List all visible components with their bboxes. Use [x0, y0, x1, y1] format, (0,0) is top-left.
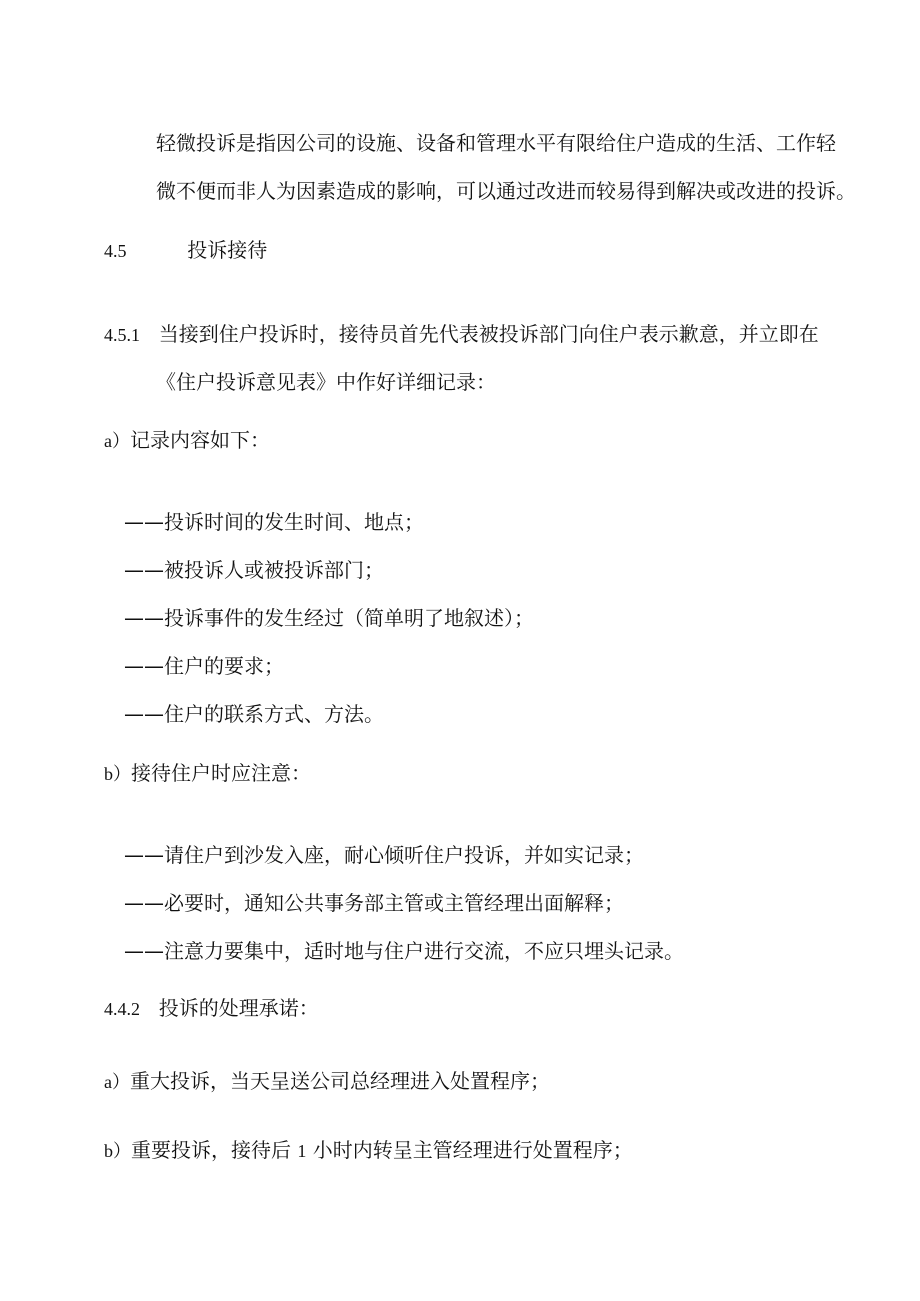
item-label: b）: [104, 1141, 131, 1161]
section-number: 4.5.1: [104, 325, 140, 345]
section-4-4-2-heading: [104, 995, 319, 1022]
section-4-5-1-line-1: [104, 321, 819, 348]
hour-number: 1: [297, 1141, 307, 1161]
list-b-item-2: ——必要时，通知公共事务部主管或主管经理出面解释；: [124, 891, 624, 915]
item-text-before: 重要投诉，接待后: [131, 1138, 291, 1162]
list-b-item-3: ——注意力要集中，适时地与住户进行交流，不应只埋头记录。: [124, 939, 684, 963]
section-4-5-1-line-2: 《住户投诉意见表》中作好详细记录：: [156, 370, 496, 394]
item-text-after: 小时内转呈主管经理进行处置程序；: [312, 1138, 633, 1162]
section-title: 投诉接待: [187, 238, 268, 262]
item-text: 接待住户时应注意：: [131, 761, 311, 785]
section-number: 4.4.2: [104, 999, 140, 1019]
section-number: 4.5: [104, 241, 127, 261]
intro-line-2: 微不便而非人为因素造成的影响，可以通过改进而较易得到解决或改进的投诉。: [156, 179, 856, 203]
list-a-item-4: ——住户的要求；: [124, 654, 284, 678]
section-4-5-heading: [104, 237, 267, 264]
promise-b: [104, 1137, 633, 1164]
item-a-heading: [104, 427, 270, 454]
list-a-item-5: ——住户的联系方式、方法。: [124, 702, 384, 726]
item-b-heading: [104, 760, 311, 787]
item-label: a）: [104, 431, 130, 451]
list-a-item-2: ——被投诉人或被投诉部门；: [124, 558, 384, 582]
section-title: 投诉的处理承诺：: [158, 996, 319, 1020]
item-label: b）: [104, 764, 131, 784]
item-label: a）: [104, 1072, 130, 1092]
list-a-item-3: ——投诉事件的发生经过（简单明了地叙述）；: [124, 606, 534, 630]
promise-a: [104, 1068, 550, 1095]
list-a-item-1: ——投诉时间的发生时间、地点；: [124, 510, 424, 534]
list-b-item-1: ——请住户到沙发入座，耐心倾听住户投诉，并如实记录；: [124, 843, 644, 867]
item-text: 记录内容如下：: [130, 428, 270, 452]
intro-line-1: 轻微投诉是指因公司的设施、设备和管理水平有限给住户造成的生活、工作轻: [156, 131, 836, 155]
section-text: 当接到住户投诉时，接待员首先代表被投诉部门向住户表示歉意，并立即在: [158, 322, 819, 346]
item-text: 重大投诉，当天呈送公司总经理进入处置程序；: [130, 1069, 550, 1093]
